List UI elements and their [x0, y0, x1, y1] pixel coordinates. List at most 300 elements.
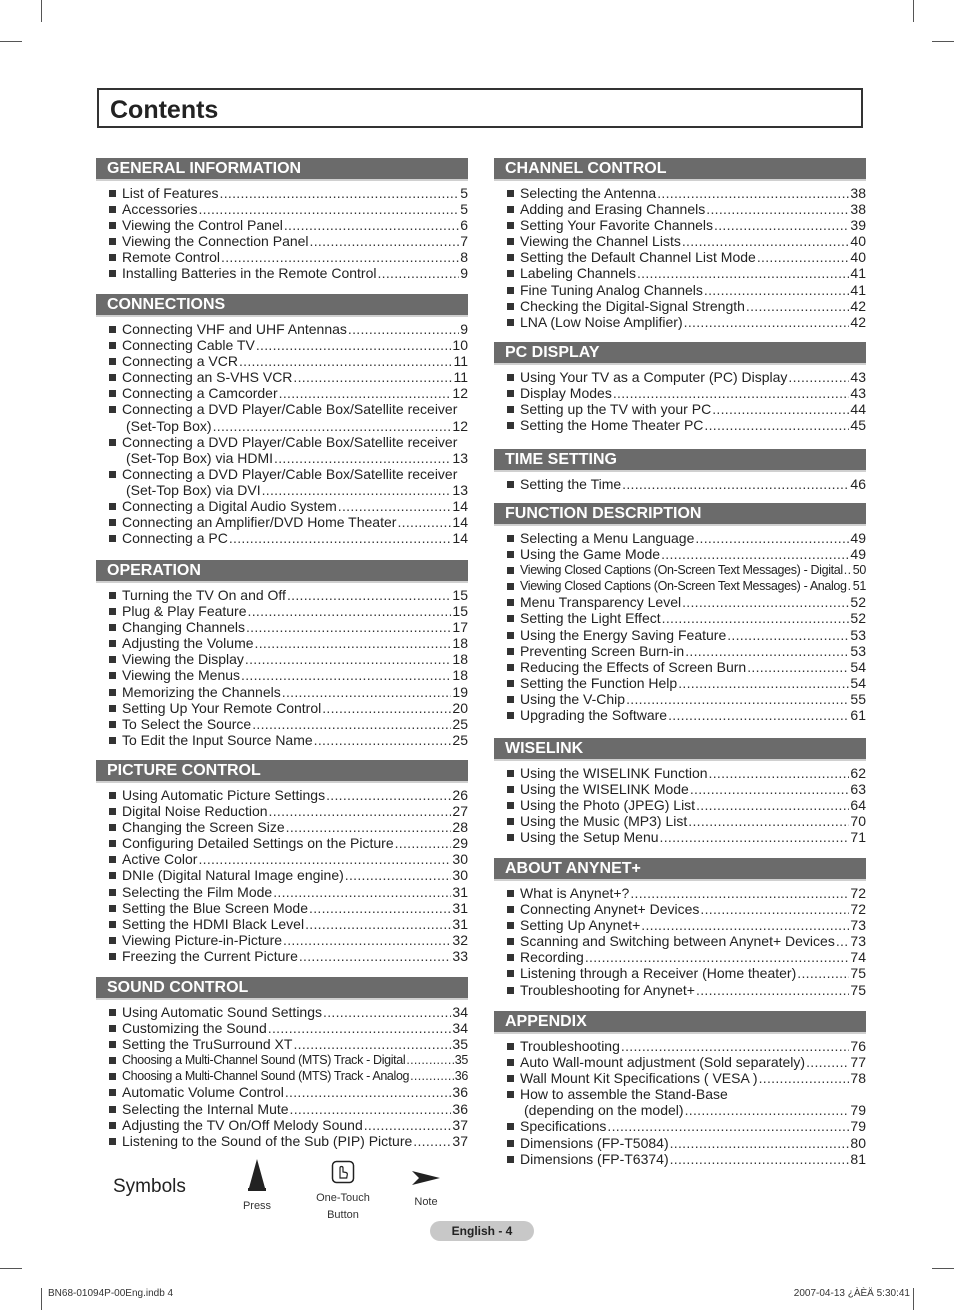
toc-entry-title: Listening through a Receiver (Home theater): [520, 965, 797, 982]
toc-entry[interactable]: [494, 185, 866, 201]
bullet-square-icon: [507, 319, 514, 326]
toc-list: [494, 476, 866, 492]
bullet-square-icon: [109, 222, 116, 229]
dot-leader: [684, 314, 850, 330]
toc-entry[interactable]: [96, 948, 468, 964]
toc-entry[interactable]: [96, 1133, 468, 1149]
toc-section: [494, 1011, 866, 1167]
dot-leader: [709, 765, 850, 781]
toc-page-number: 76: [850, 1038, 866, 1054]
dot-leader: [410, 1068, 454, 1084]
toc-entry[interactable]: [96, 732, 468, 748]
bullet-square-icon: [507, 303, 514, 310]
toc-entry-title: Setting Up Anynet+: [520, 917, 641, 934]
toc-entry-title: Turning the TV On and Off: [122, 587, 286, 603]
toc-entry[interactable]: [96, 932, 468, 948]
toc-entry-title: (Set-Top Box) via DVI: [126, 481, 261, 498]
dot-leader: [274, 450, 451, 466]
toc-page-number: 15: [452, 587, 468, 603]
dot-leader: [797, 965, 849, 981]
toc-entry[interactable]: [494, 982, 866, 998]
toc-list: [494, 185, 866, 330]
toc-page-number: 41: [850, 265, 866, 282]
toc-entry[interactable]: [494, 1102, 866, 1118]
dot-leader: [256, 337, 452, 353]
bullet-square-icon: [507, 222, 514, 229]
toc-page-number: 61: [850, 707, 866, 724]
note-icon: [411, 1168, 441, 1188]
toc-page-number: 73: [850, 917, 866, 934]
toc-entry[interactable]: [96, 787, 468, 803]
dot-leader: [660, 829, 850, 845]
toc-entry[interactable]: [494, 249, 866, 265]
toc-page-number: 52: [850, 610, 866, 627]
toc-entry-title: Viewing the Menus: [122, 667, 241, 684]
toc-entry[interactable]: [494, 217, 866, 233]
dot-leader: [241, 667, 451, 683]
toc-entry[interactable]: [494, 901, 866, 917]
toc-entry[interactable]: [494, 476, 866, 492]
toc-entry[interactable]: [96, 916, 468, 932]
toc-page-number: 36: [452, 1100, 468, 1117]
dot-leader: [269, 803, 452, 819]
toc-page-number: 13: [452, 481, 468, 498]
toc-section: [494, 858, 866, 998]
toc-entry[interactable]: [494, 917, 866, 933]
dot-leader: [682, 233, 850, 249]
dot-leader: [246, 619, 451, 635]
toc-entry[interactable]: [96, 466, 468, 482]
toc-entry[interactable]: [494, 1038, 866, 1054]
section-header: APPENDIX: [494, 1011, 866, 1034]
toc-entry-title: Viewing the Display: [122, 651, 244, 668]
bullet-square-icon: [507, 632, 514, 639]
dot-leader: [273, 884, 451, 900]
toc-entry[interactable]: [96, 603, 468, 619]
toc-entry-title: Setting the HDMI Black Level: [122, 915, 305, 932]
toc-page-number: 42: [850, 297, 866, 314]
bullet-square-icon: [109, 937, 116, 944]
toc-page-number: 36: [454, 1069, 468, 1084]
bullet-square-icon: [507, 390, 514, 397]
toc-entry[interactable]: [96, 233, 468, 249]
toc-page-number: 77: [850, 1054, 866, 1071]
toc-page-number: 20: [452, 699, 468, 716]
toc-entry[interactable]: [96, 700, 468, 716]
bullet-square-icon: [507, 648, 514, 655]
bullet-square-icon: [109, 1106, 116, 1113]
toc-entry[interactable]: [96, 514, 468, 530]
toc-list: [494, 369, 866, 433]
bullet-square-icon: [109, 840, 116, 847]
bullet-square-icon: [109, 872, 116, 879]
toc-entry[interactable]: [96, 716, 468, 732]
toc-entry[interactable]: [494, 813, 866, 829]
toc-entry-title: Listening to the Sound of the Sub (PIP) Picture: [122, 1132, 413, 1149]
toc-entry[interactable]: [96, 385, 468, 401]
toc-list: [96, 1004, 468, 1149]
toc-entry[interactable]: [494, 627, 866, 643]
dot-leader: [198, 201, 459, 217]
toc-entry[interactable]: [494, 765, 866, 781]
toc-entry[interactable]: [494, 643, 866, 659]
toc-entry[interactable]: [96, 1004, 468, 1020]
toc-entry[interactable]: [494, 1070, 866, 1086]
toc-entry[interactable]: [96, 803, 468, 819]
toc-entry[interactable]: [96, 819, 468, 835]
toc-entry[interactable]: [494, 401, 866, 417]
toc-entry[interactable]: [494, 385, 866, 401]
bullet-square-icon: [109, 390, 116, 397]
toc-entry[interactable]: [494, 610, 866, 626]
toc-entry[interactable]: [96, 217, 468, 233]
bullet-square-icon: [109, 1138, 116, 1145]
toc-section: [494, 503, 866, 723]
toc-page-number: 12: [452, 385, 468, 402]
dot-leader: [668, 707, 849, 723]
toc-section: [494, 342, 866, 433]
toc-entry[interactable]: [96, 201, 468, 217]
bullet-square-icon: [507, 664, 514, 671]
toc-entry[interactable]: [96, 1020, 468, 1036]
toc-entry[interactable]: [494, 298, 866, 314]
toc-entry[interactable]: [96, 635, 468, 651]
toc-entry[interactable]: [96, 884, 468, 900]
toc-page-number: 18: [452, 651, 468, 668]
toc-page-number: 31: [452, 899, 468, 916]
bullet-square-icon: [109, 471, 116, 478]
bullet-square-icon: [109, 342, 116, 349]
toc-entry-title: Connecting Anynet+ Devices: [520, 901, 700, 918]
toc-entry[interactable]: [96, 1101, 468, 1117]
bullet-square-icon: [507, 890, 514, 897]
toc-entry[interactable]: [494, 233, 866, 249]
dot-leader: [788, 369, 849, 385]
toc-page-number: 41: [850, 281, 866, 298]
dot-leader: [283, 932, 451, 948]
bullet-square-icon: [109, 254, 116, 261]
toc-entry[interactable]: [494, 369, 866, 385]
contents-title-box: [97, 88, 863, 128]
toc-entry[interactable]: [494, 885, 866, 901]
toc-entry[interactable]: [494, 530, 866, 546]
toc-entry[interactable]: [494, 949, 866, 965]
toc-entry[interactable]: [494, 562, 866, 578]
toc-entry-title: Connecting a DVD Player/Cable Box/Satellite receiver: [122, 465, 458, 482]
toc-entry[interactable]: [96, 1084, 468, 1100]
dot-leader: [255, 635, 452, 651]
crop-mark: [913, 1288, 914, 1310]
toc-entry-title: Selecting the Internal Mute: [122, 1100, 289, 1117]
bullet-square-icon: [507, 922, 514, 929]
bullet-square-icon: [109, 190, 116, 197]
toc-entry[interactable]: [96, 667, 468, 683]
bullet-square-icon: [507, 834, 514, 841]
dot-leader: [338, 498, 452, 514]
toc-entry[interactable]: [494, 546, 866, 562]
toc-entry[interactable]: [494, 691, 866, 707]
toc-entry-title: Setting Up Your Remote Control: [122, 699, 322, 716]
bullet-square-icon: [507, 535, 514, 542]
bullet-square-icon: [109, 656, 116, 663]
toc-entry[interactable]: [494, 1086, 866, 1102]
toc-page-number: 79: [850, 1102, 866, 1119]
toc-entry[interactable]: [494, 781, 866, 797]
bullet-square-icon: [109, 792, 116, 799]
toc-entry-title: Adjusting the TV On/Off Melody Sound: [122, 1116, 363, 1133]
bullet-square-icon: [109, 889, 116, 896]
toc-entry[interactable]: [96, 1068, 468, 1084]
toc-entry[interactable]: [96, 587, 468, 603]
toc-entry-title: Selecting the Antenna: [520, 185, 657, 201]
bullet-square-icon: [109, 824, 116, 831]
bullet-square-icon: [109, 921, 116, 928]
bullet-square-icon: [109, 439, 116, 446]
toc-entry[interactable]: [96, 1117, 468, 1133]
bullet-square-icon: [109, 721, 116, 728]
toc-page-number: 26: [452, 787, 468, 803]
toc-entry[interactable]: [494, 578, 866, 594]
bullet-square-icon: [507, 374, 514, 381]
bullet-square-icon: [507, 954, 514, 961]
bullet-square-icon: [109, 326, 116, 333]
dot-leader: [286, 819, 452, 835]
toc-entry-title: (Set-Top Box) via HDMI: [126, 449, 274, 466]
dot-leader: [348, 321, 459, 337]
toc-entry[interactable]: [96, 1052, 468, 1068]
bullet-square-icon: [109, 592, 116, 599]
dot-leader: [406, 1052, 453, 1068]
dot-leader: [696, 797, 849, 813]
toc-page-number: 28: [452, 819, 468, 836]
toc-entry[interactable]: [96, 337, 468, 353]
toc-entry[interactable]: [494, 265, 866, 281]
bullet-square-icon: [507, 1075, 514, 1082]
toc-page-number: 81: [850, 1150, 866, 1167]
toc-page-number: 49: [850, 546, 866, 563]
toc-entry[interactable]: [96, 498, 468, 514]
toc-entry-title: Setting the Home Theater PC: [520, 417, 704, 434]
dot-leader: [685, 1102, 850, 1118]
toc-page-number: 44: [850, 401, 866, 418]
dot-leader: [377, 265, 459, 281]
bullet-square-icon: [109, 358, 116, 365]
toc-section: [96, 560, 468, 748]
toc-list: [494, 885, 866, 998]
toc-entry[interactable]: [494, 314, 866, 330]
toc-page-number: 5: [460, 201, 468, 218]
toc-page-number: 37: [452, 1132, 468, 1149]
toc-page-number: 30: [452, 851, 468, 868]
dot-leader: [220, 185, 460, 201]
toc-entry[interactable]: [96, 185, 468, 201]
dot-leader: [314, 732, 452, 748]
press-icon: [247, 1158, 267, 1192]
bullet-square-icon: [109, 689, 116, 696]
toc-entry-title: Memorizing the Channels: [122, 683, 281, 700]
toc-page-number: 34: [452, 1020, 468, 1037]
toc-list: [494, 530, 866, 723]
toc-entry[interactable]: [494, 1054, 866, 1070]
dot-leader: [700, 901, 849, 917]
toc-list: [96, 185, 468, 282]
toc-entry-title: Using Automatic Picture Settings: [122, 787, 326, 803]
bullet-square-icon: [507, 938, 514, 945]
toc-list: [494, 765, 866, 845]
toc-entry[interactable]: [494, 1118, 866, 1134]
dot-leader: [287, 587, 451, 603]
bullet-square-icon: [507, 1043, 514, 1050]
toc-page-number: 62: [850, 765, 866, 781]
toc-entry[interactable]: [96, 353, 468, 369]
toc-entry[interactable]: [96, 835, 468, 851]
toc-page-number: 71: [850, 829, 866, 846]
dot-leader: [585, 949, 850, 965]
toc-entry[interactable]: [494, 594, 866, 610]
toc-entry[interactable]: [494, 417, 866, 433]
section-header: WISELINK: [494, 738, 866, 761]
toc-page-number: 51: [852, 579, 866, 594]
note-symbol: [406, 1168, 446, 1211]
toc-page-number: 9: [460, 321, 468, 337]
toc-entry-title: Using the Game Mode: [520, 546, 661, 563]
toc-entry[interactable]: [96, 321, 468, 337]
toc-entry-title: Using the WISELINK Function: [520, 765, 708, 781]
bullet-square-icon: [109, 374, 116, 381]
toc-page-number: 52: [850, 594, 866, 611]
toc-page-number: 7: [460, 233, 468, 250]
toc-page-number: 25: [452, 731, 468, 748]
toc-page-number: 32: [452, 931, 468, 948]
toc-entry[interactable]: [494, 201, 866, 217]
print-timestamp: 2007-04-13 ¿ÀÈÄ 5:30:41: [793, 1288, 910, 1299]
dot-leader: [248, 603, 452, 619]
toc-entry[interactable]: [494, 933, 866, 949]
toc-entry[interactable]: [96, 684, 468, 700]
toc-entry-title: DNIe (Digital Natural Image engine): [122, 867, 344, 884]
dot-leader: [245, 651, 452, 667]
toc-entry-title: Recording: [520, 949, 584, 966]
toc-entry[interactable]: [494, 1135, 866, 1151]
toc-page-number: 13: [452, 449, 468, 466]
toc-entry[interactable]: [494, 797, 866, 813]
toc-entry[interactable]: [96, 401, 468, 417]
bullet-square-icon: [507, 1123, 514, 1130]
symbols-label: Symbols: [113, 1176, 186, 1197]
toc-entry[interactable]: [96, 369, 468, 385]
bullet-square-icon: [507, 583, 514, 590]
bullet-square-icon: [507, 190, 514, 197]
dot-leader: [395, 835, 452, 851]
toc-section: [494, 449, 866, 492]
dot-leader: [293, 1036, 451, 1052]
toc-entry[interactable]: [96, 482, 468, 498]
toc-entry-title: Viewing Picture-in-Picture: [122, 931, 283, 948]
toc-entry-title: Connecting VHF and UHF Antennas: [122, 321, 347, 337]
toc-page-number: 5: [460, 185, 468, 201]
toc-page-number: 64: [850, 797, 866, 814]
toc-page-number: 17: [452, 619, 468, 636]
toc-entry[interactable]: [494, 282, 866, 298]
toc-entry-title: Connecting an Amplifier/DVD Home Theater: [122, 514, 397, 531]
dot-leader: [305, 916, 451, 932]
toc-list: [96, 321, 468, 546]
dot-leader: [704, 417, 849, 433]
dot-leader: [229, 530, 452, 546]
toc-entry[interactable]: [96, 530, 468, 546]
crop-mark: [41, 0, 42, 22]
toc-entry[interactable]: [96, 851, 468, 867]
toc-page-number: 75: [850, 981, 866, 998]
toc-entry-title: Connecting Cable TV: [122, 337, 255, 354]
toc-entry-title: Setting Your Favorite Channels: [520, 217, 714, 234]
dot-leader: [285, 1084, 452, 1100]
bullet-square-icon: [109, 705, 116, 712]
toc-page-number: 45: [850, 417, 866, 434]
note-label: Note: [414, 1196, 438, 1208]
one-touch-button-icon: [331, 1160, 355, 1184]
toc-section: [96, 294, 468, 546]
toc-page-number: 42: [850, 313, 866, 330]
toc-list: [494, 1038, 866, 1167]
dot-leader: [262, 482, 452, 498]
toc-entry[interactable]: [494, 1151, 866, 1167]
toc-entry-title: Setting the Time: [520, 476, 622, 492]
toc-page-number: 53: [850, 626, 866, 643]
toc-entry-title: Connecting a DVD Player/Cable Box/Satellite receiver: [122, 433, 458, 450]
toc-entry-title: Viewing the Connection Panel: [122, 233, 309, 250]
toc-entry[interactable]: [96, 249, 468, 265]
dot-leader: [299, 948, 452, 964]
toc-entry-title: Setting the Blue Screen Mode: [122, 899, 309, 916]
one-touch-symbol: [308, 1160, 378, 1224]
toc-entry[interactable]: [96, 418, 468, 434]
dot-leader: [279, 385, 452, 401]
toc-entry[interactable]: [494, 675, 866, 691]
toc-entry[interactable]: [96, 867, 468, 883]
bullet-square-icon: [109, 737, 116, 744]
dot-leader: [714, 217, 849, 233]
toc-page-number: 55: [850, 690, 866, 707]
dot-leader: [413, 1133, 451, 1149]
bullet-square-icon: [507, 481, 514, 488]
toc-entry[interactable]: [96, 619, 468, 635]
crop-mark: [932, 41, 954, 42]
toc-entry[interactable]: [96, 265, 468, 281]
dot-leader: [364, 1117, 452, 1133]
toc-entry[interactable]: [494, 965, 866, 981]
toc-section: [494, 738, 866, 845]
toc-entry[interactable]: [494, 829, 866, 845]
bullet-square-icon: [109, 672, 116, 679]
toc-list: [96, 787, 468, 964]
toc-entry[interactable]: [96, 1036, 468, 1052]
toc-entry[interactable]: [96, 434, 468, 450]
section-header: ABOUT ANYNET+: [494, 858, 866, 881]
toc-entry[interactable]: [96, 651, 468, 667]
dot-leader: [213, 418, 452, 434]
bullet-square-icon: [507, 551, 514, 558]
bullet-square-icon: [109, 953, 116, 960]
toc-entry[interactable]: [494, 659, 866, 675]
toc-entry[interactable]: [494, 707, 866, 723]
dot-leader: [757, 249, 850, 265]
dot-leader: [630, 885, 849, 901]
toc-entry-title: Adjusting the Volume: [122, 635, 254, 652]
toc-entry[interactable]: [96, 900, 468, 916]
toc-entry[interactable]: [96, 450, 468, 466]
bullet-square-icon: [507, 1140, 514, 1147]
